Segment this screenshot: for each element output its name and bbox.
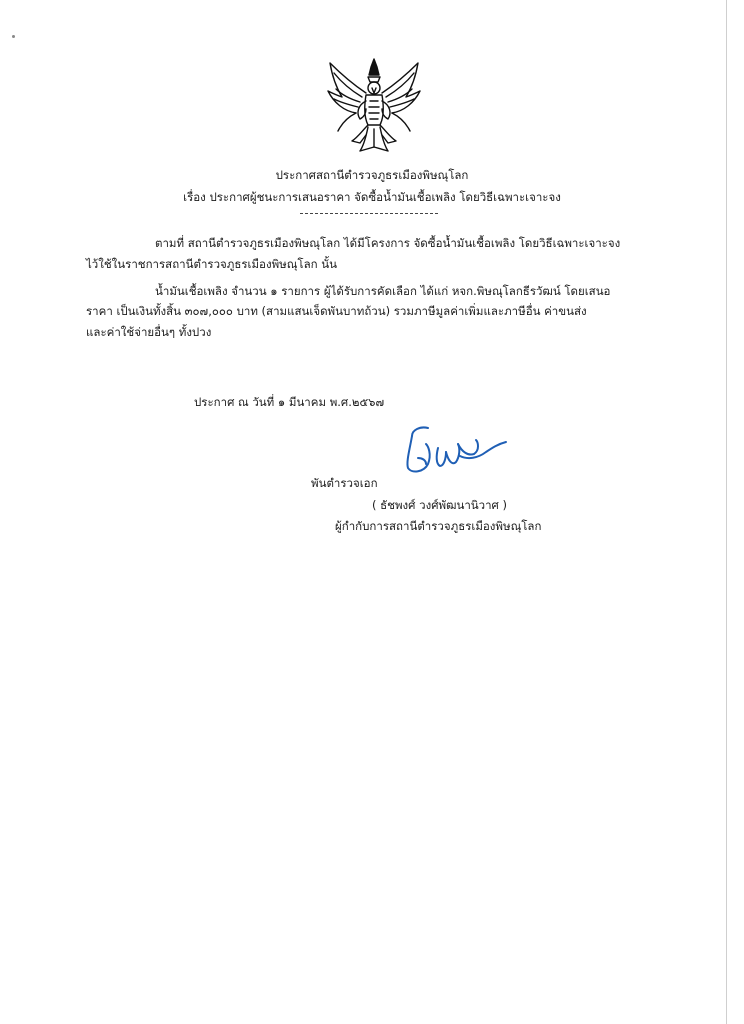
signer-position: ผู้กำกับการสถานีตำรวจภูธรเมืองพิษณุโลก (335, 519, 542, 533)
scan-edge (726, 0, 727, 1024)
signer-name: ( ธัชพงศ์ วงศ์พัฒนานิวาศ ) (372, 498, 507, 512)
handwritten-signature (398, 424, 516, 476)
signer-rank: พันตำรวจเอก (311, 476, 378, 490)
paragraph-2-line-2: ราคา เป็นเงินทั้งสิ้น ๓๐๗,๐๐๐ บาท (สามแสนเจ็ดพันบาทถ้วน) รวมภาษีมูลค่าเพิ่มและภาษีอื่น ค่าขนส่ง (86, 304, 587, 318)
paragraph-2-line-1: น้ำมันเชื้อเพลิง จำนวน ๑ รายการ ผู้ได้รับการคัดเลือก ได้แก่ หจก.พิษณุโลกธีรวัฒน์ โดยเสนอ (155, 284, 611, 298)
scan-speck (12, 35, 15, 38)
document-subject: เรื่อง ประกาศผู้ชนะการเสนอราคา จัดซื้อน้ำมันเชื้อเพลิง โดยวิธีเฉพาะเจาะจง (183, 190, 561, 204)
paragraph-1-line-2: ไว้ใช้ในราชการสถานีตำรวจภูธรเมืองพิษณุโลก นั้น (86, 257, 337, 271)
announcement-date: ประกาศ ณ วันที่ ๑ มีนาคม พ.ศ.๒๕๖๗ (194, 395, 385, 409)
document-title: ประกาศสถานีตำรวจภูธรเมืองพิษณุโลก (275, 168, 469, 182)
header-divider (300, 213, 438, 214)
paragraph-1-line-1: ตามที่ สถานีตำรวจภูธรเมืองพิษณุโลก ได้มีโครงการ จัดซื้อน้ำมันเชื้อเพลิง โดยวิธีเฉพาะเจาะจง (155, 236, 621, 250)
garuda-emblem-icon (322, 55, 426, 155)
paragraph-2-line-3: และค่าใช้จ่ายอื่นๆ ทั้งปวง (86, 325, 212, 339)
